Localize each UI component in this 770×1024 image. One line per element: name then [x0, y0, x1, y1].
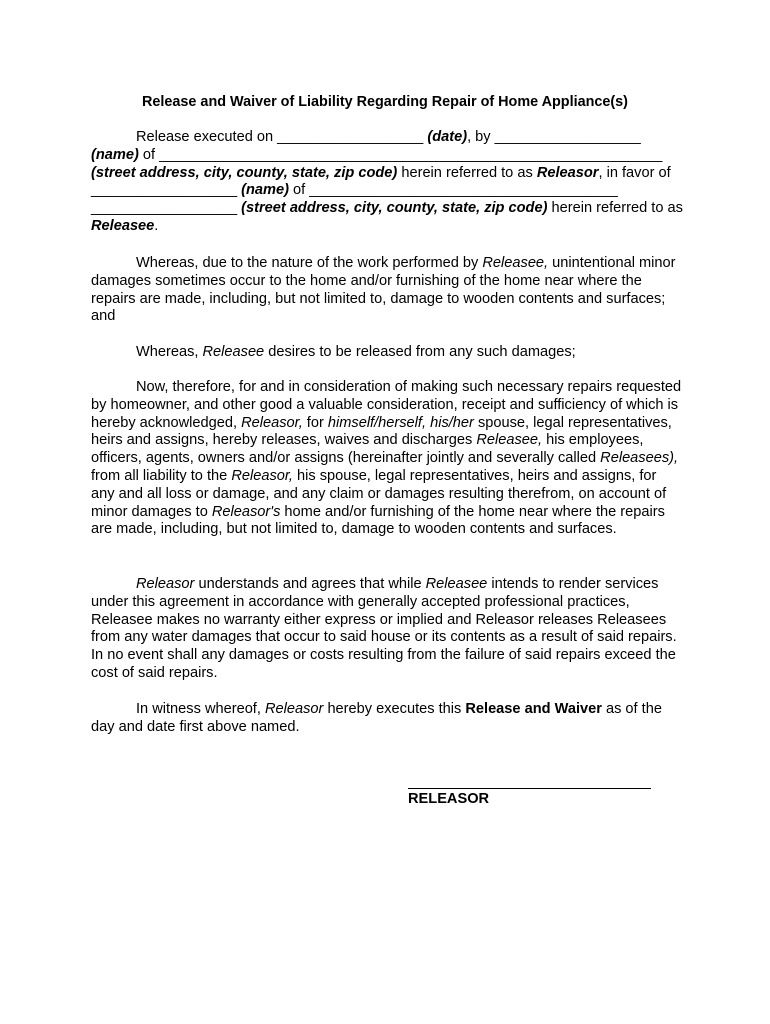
address-label: (street address, city, county, state, zip code) — [91, 164, 398, 181]
releasee-term: Releasee, — [482, 255, 549, 271]
text: desires to be released from any such damages; — [264, 344, 576, 360]
text: his employees, officers, agents, owners and/or assigns (hereinafter jointly and severally called — [91, 432, 644, 467]
text: Now, therefore, for and in consideration of making such necessary repairs requested by homeowner, and other good a valuable consideration, receipt and sufficiency of which is hereby acknowledged, — [91, 379, 682, 431]
paragraph-parties — [91, 129, 683, 236]
text: his spouse, legal representatives, heirs and assigns, for any and all loss or damage, and any claim or damages resulting therefrom, on account of minor damages to — [91, 467, 667, 520]
text: home and/or furnishing of the home near where the repairs are made, including, but not limited to, damage to wooden contents and surfaces. — [91, 503, 665, 538]
text: intends to render services under this agreement in accordance with generally accepted professional practices, Releasee makes no warranty either express or implied and Releasor releases Releasees from any water damages that occur to said house or its contents as a result of said repairs. In no event shall any damages or costs resulting from the failure of said repairs exceed the cost of said repairs. — [91, 576, 677, 681]
text: from all liability to the — [91, 467, 232, 484]
releasee-term: Releasee — [91, 217, 155, 234]
releasee-term: Releasee — [202, 344, 265, 360]
releasor-term: Releasor, — [241, 414, 303, 431]
text: hereby executes this — [323, 701, 466, 717]
releasee-term: Releasee — [425, 576, 488, 592]
text: , by __________________ — [467, 129, 641, 145]
name-label: (name) — [91, 146, 139, 163]
releasor-possessive-term: Releasor's — [211, 503, 281, 520]
paragraph-consideration — [91, 379, 683, 539]
paragraph-whereas-1 — [91, 255, 683, 326]
text: herein referred to as — [397, 164, 537, 181]
text: , in favor of __________________ — [91, 164, 671, 199]
text: Whereas, — [136, 344, 203, 360]
signature-line — [408, 788, 651, 789]
releasor-term: Releasor — [136, 576, 195, 592]
text: of ______________________________________ __________________ — [91, 182, 618, 217]
date-label: (date) — [427, 129, 468, 145]
releasor-term: Releasor — [536, 164, 599, 181]
text: unintentional minor damages sometimes occur to the home and/or furnishing of the home near where the repairs are made, including, but not limited to, damage to wooden contents and surfaces; and — [91, 255, 676, 325]
signature-label: RELEASOR — [408, 791, 490, 807]
text: spouse, legal representatives, heirs and assigns, hereby releases, waives and discharges — [91, 414, 672, 449]
paragraph-witness — [91, 701, 683, 737]
text: In witness whereof, — [136, 701, 265, 717]
release-and-waiver-term: Release and Waiver — [465, 701, 602, 717]
text: Whereas, due to the nature of the work performed by — [136, 255, 483, 271]
text: herein referred to as — [547, 200, 683, 217]
text: for — [302, 414, 328, 431]
releasor-term: Releasor — [264, 701, 324, 717]
text: Release executed on __________________ — [136, 129, 428, 145]
address-label: (street address, city, county, state, zip code) — [241, 200, 548, 217]
releasees-term: Releasees), — [600, 450, 679, 467]
pronoun-term: himself/herself, his/her — [327, 414, 474, 431]
text: as of the day and date first above named. — [91, 701, 662, 735]
name-label: (name) — [241, 182, 289, 199]
releasee-term: Releasee, — [476, 432, 543, 449]
text: of ______________________________________________________________ — [138, 146, 663, 163]
paragraph-understands — [91, 576, 683, 683]
text: . — [154, 217, 159, 234]
paragraph-whereas-2 — [91, 344, 683, 362]
text: understands and agrees that while — [194, 576, 426, 592]
document-title: Release and Waiver of Liability Regarding Repair of Home Appliance(s) — [142, 94, 628, 110]
releasor-term: Releasor, — [231, 467, 293, 484]
